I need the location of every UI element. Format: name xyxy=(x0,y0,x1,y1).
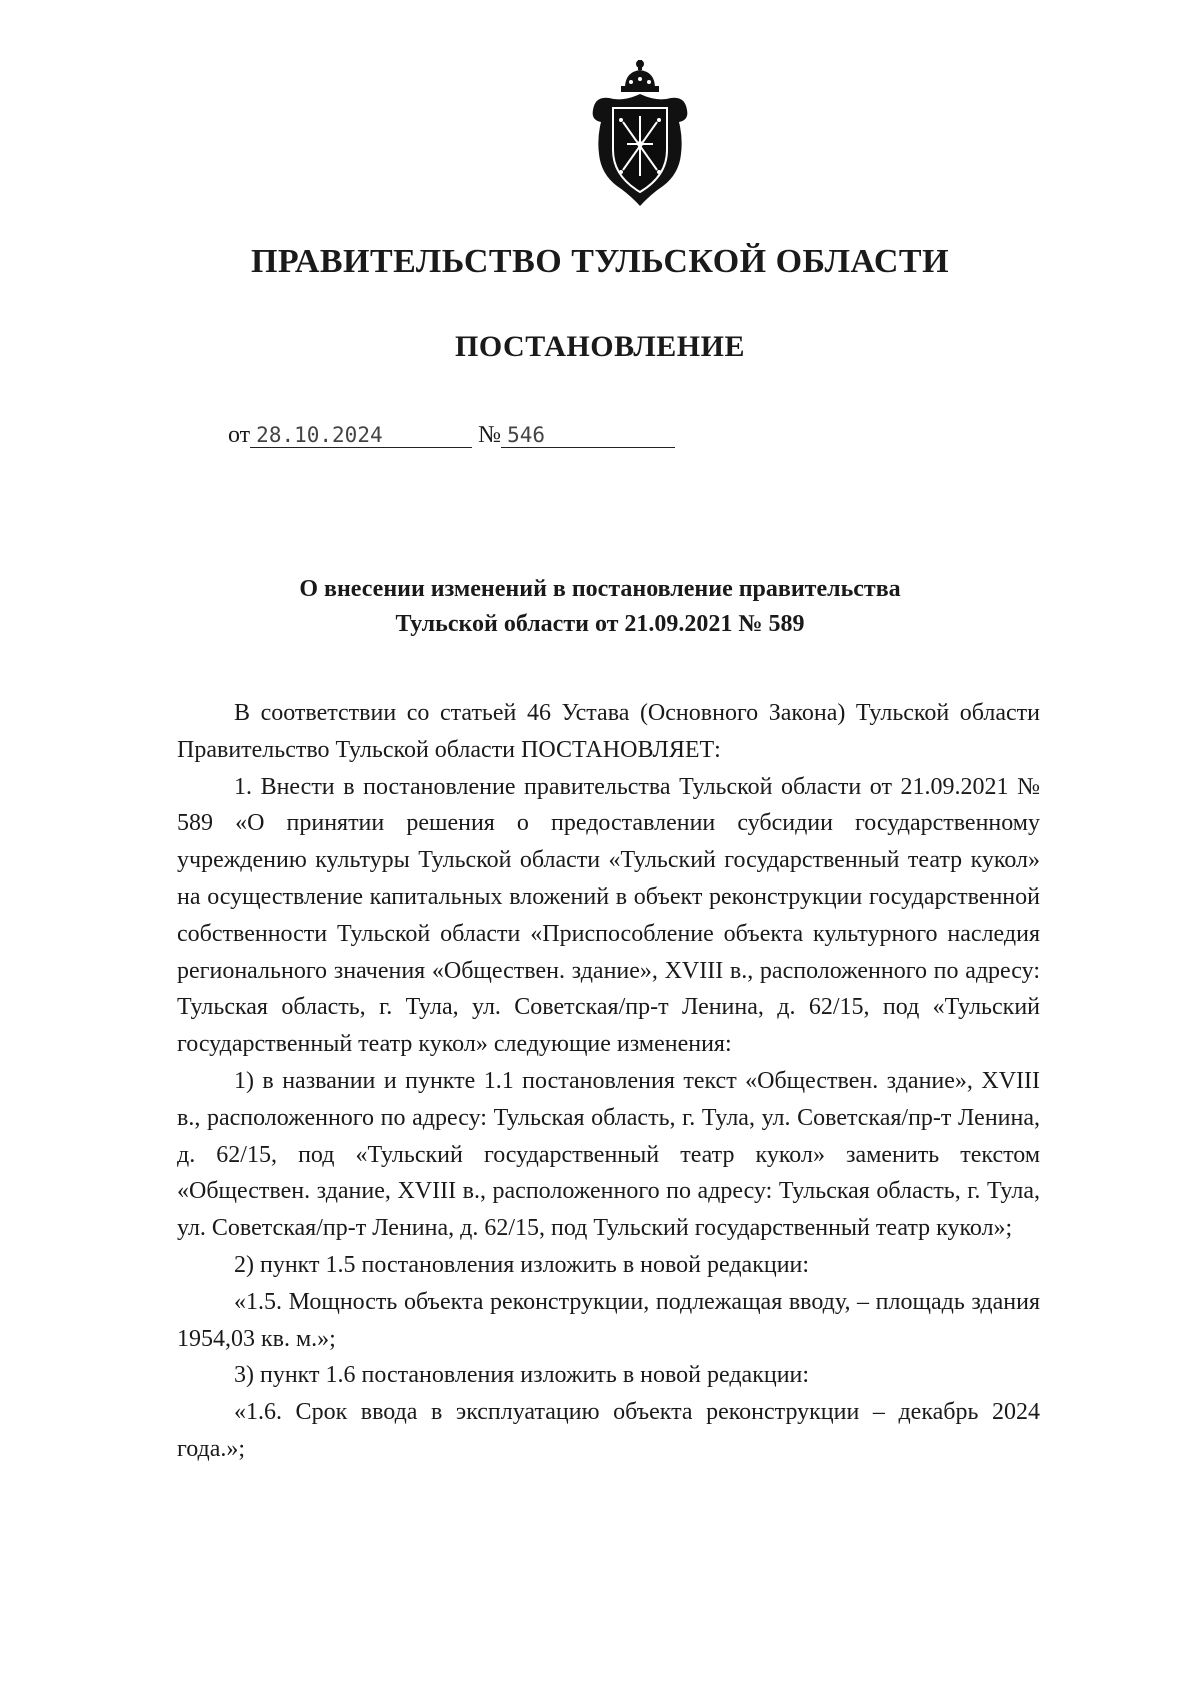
date-prefix: от xyxy=(228,422,251,448)
document-type: ПОСТАНОВЛЕНИЕ xyxy=(455,330,745,363)
paragraph-item-1: 1. Внести в постановление правительства Тульской области от 21.09.2021 № 589 «О принятии решения о предоставлении субсидии государственному учреждению культуры Тульской области «Тульский государственный театр кукол» на осуществление капитальных вложений в объект реконструкции государственной собственности Тульской области «Приспособление объекта культурного наследия регионального значения «Обществен. здание», XVIII в., расположенного по адресу: Тульская область, г. Тула, ул. Советская/пр-т Ленина, д. 62/15, под «Тульский государственный театр кукол» следующие изменения: xyxy=(177,773,1040,1058)
paragraph-quote-1-5: «1.5. Мощность объекта реконструкции, подлежащая вводу, – площадь здания 1954,03 кв. м.»; xyxy=(177,1288,1040,1352)
document-subject xyxy=(0,572,1200,642)
subject-line-1: О внесении изменений в постановление правительства xyxy=(299,576,901,602)
government-title: ПРАВИТЕЛЬСТВО ТУЛЬСКОЙ ОБЛАСТИ xyxy=(250,243,950,280)
coat-of-arms-icon xyxy=(587,58,693,208)
document-body xyxy=(177,695,1040,1468)
paragraph-quote-1-6: «1.6. Срок ввода в эксплуатацию объекта реконструкции – декабрь 2024 года.»; xyxy=(177,1399,1040,1462)
document-date: 28.10.2024 xyxy=(250,423,472,448)
paragraph-subitem-2: 2) пункт 1.5 постановления изложить в новой редакции: xyxy=(234,1251,810,1278)
document-meta xyxy=(228,422,675,449)
number-prefix: № xyxy=(478,422,502,448)
paragraph-subitem-3: 3) пункт 1.6 постановления изложить в новой редакции: xyxy=(234,1362,810,1389)
document-number: 546 xyxy=(501,423,675,448)
subject-line-2: Тульской области от 21.09.2021 № 589 xyxy=(395,611,805,637)
paragraph-preamble: В соответствии со статьей 46 Устава (Основного Закона) Тульской области Правительство Тульской области ПОСТАНОВЛЯЕТ: xyxy=(177,700,1040,763)
paragraph-subitem-1: 1) в названии и пункте 1.1 постановления текст «Обществен. здание», XVIII в., расположенного по адресу: Тульская область, г. Тула, ул. Советская/пр-т Ленина, д. 62/15, под «Тульский государственный театр кукол» заменить текстом «Обществен. здание, XVIII в., расположенного по адресу: Тульская область, г. Тула, ул. Советская/пр-т Ленина, д. 62/15, под Тульский государственный театр кукол»; xyxy=(177,1067,1040,1242)
